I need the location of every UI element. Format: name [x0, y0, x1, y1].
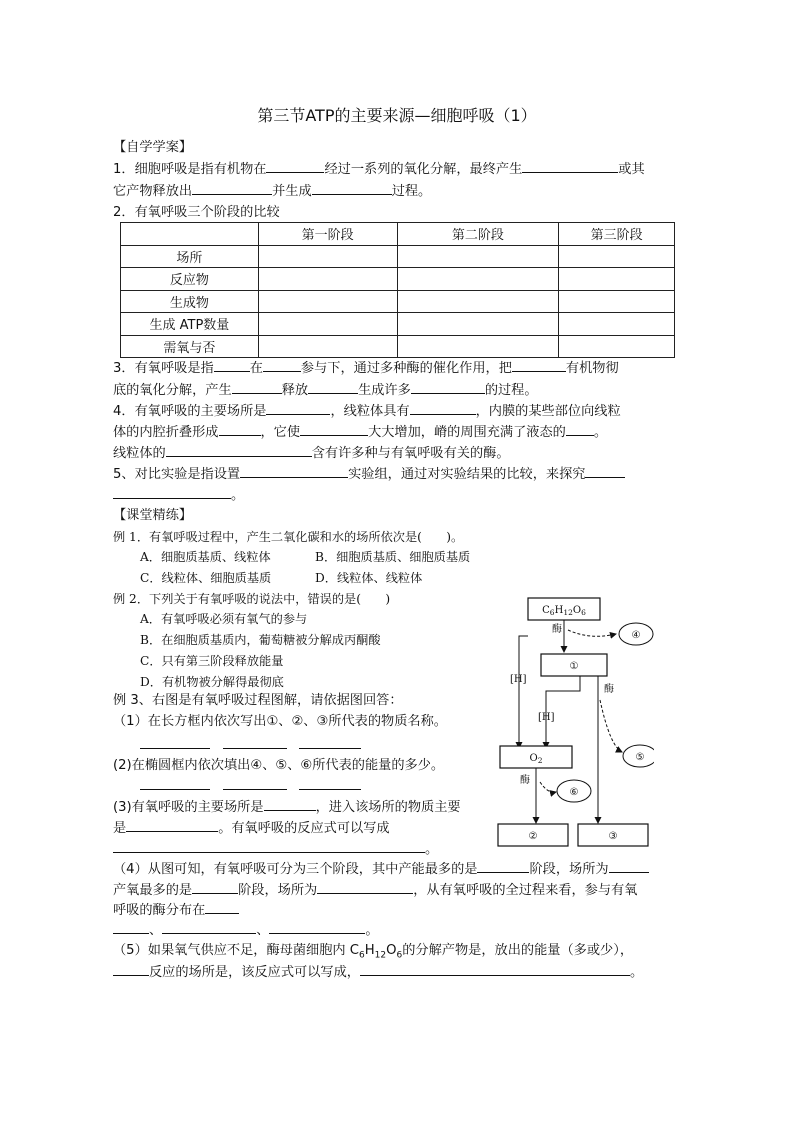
example-3-part-4-line-3: 呼吸的酶分布在	[113, 900, 239, 921]
example-1-stem: 例 1．有氧呼吸过程中，产生二氧化碳和水的场所依次是( )。	[113, 530, 464, 544]
row-label: 场所	[121, 245, 259, 268]
row-label: 生成 ATP数量	[121, 313, 259, 336]
substance-label-1: ①	[569, 661, 579, 672]
blank[interactable]	[113, 839, 425, 853]
example-3-part-4-line-4: 、 、 。	[113, 920, 379, 941]
answer-cell[interactable]	[397, 245, 559, 268]
example-3-part-3-line-3: 。	[113, 839, 438, 860]
example-3-part-1: （1）在长方框内依次写出①、②、③所代表的物质名称。	[113, 714, 447, 729]
blank[interactable]	[192, 181, 272, 195]
table-row	[121, 268, 675, 291]
example-2-option-a[interactable]: A．有氧呼吸必须有氧气的参与	[140, 612, 308, 626]
question-4-line-2: 体的内腔折叠形成 ，它使 大大增加，嵴的周围充满了液态的 。	[113, 422, 607, 443]
answer-cell[interactable]	[258, 335, 397, 358]
example-3-part-3-line-2: 是 。有氧呼吸的反应式可以写成	[113, 818, 390, 839]
arrow	[519, 636, 528, 748]
blank[interactable]	[223, 776, 287, 790]
energy-label-5: ⑤	[635, 752, 645, 763]
enzyme-label: 酶	[552, 624, 562, 635]
blank[interactable]	[266, 401, 330, 415]
blank[interactable]	[299, 735, 361, 749]
oxygen-label: $O_2$	[529, 753, 543, 765]
table-header: 第二阶段	[397, 223, 559, 246]
example-3-part-5-line-2: 反应的场所是，该反应式可以写成， 。	[113, 962, 643, 983]
blank[interactable]	[512, 358, 566, 372]
answer-cell[interactable]	[559, 245, 675, 268]
energy-label-6: ⑥	[569, 787, 579, 798]
table-row	[121, 335, 675, 358]
example-3-stem: 例 3、右图是有氧呼吸过程图解，请依据图回答：	[113, 693, 403, 708]
section-class-practice: 【课堂精练】	[113, 508, 193, 523]
blank[interactable]	[166, 443, 312, 457]
blank[interactable]	[269, 920, 365, 934]
answer-cell[interactable]	[397, 335, 559, 358]
aerobic-respiration-diagram	[494, 596, 654, 852]
blank[interactable]	[113, 962, 149, 976]
blank[interactable]	[410, 401, 476, 415]
blank[interactable]	[113, 920, 149, 934]
blank[interactable]	[205, 900, 239, 914]
example-1-option-b[interactable]: B．细胞质基质、细胞质基质	[315, 550, 471, 564]
table-header: 第一阶段	[258, 223, 397, 246]
blank[interactable]	[263, 358, 301, 372]
blank[interactable]	[566, 422, 594, 436]
comparison-table	[120, 222, 675, 358]
blank[interactable]	[232, 380, 282, 394]
blank[interactable]	[300, 422, 368, 436]
dashed-arrow	[568, 630, 616, 636]
glucose-formula: $C_6H_{12}O_6$	[349, 943, 403, 961]
answer-cell[interactable]	[559, 335, 675, 358]
answer-cell[interactable]	[559, 290, 675, 313]
example-3-part-5-line-1: （5）如果氧气供应不足，酶母菌细胞内 $C_6H_{12}O_6$的分解产物是，放出的能量（多或少），	[113, 943, 634, 961]
enzyme-label: 酶	[604, 684, 614, 695]
blank[interactable]	[585, 464, 625, 478]
table-row	[121, 290, 675, 313]
example-3-part-2: (2)在椭圆框内依次填出④、⑤、⑥所代表的能量的多少。	[113, 758, 445, 773]
question-4-line-1: 4．有氧呼吸的主要场所是 ，线粒体具有 ，内膜的某些部位向线粒	[113, 401, 621, 422]
blank[interactable]	[522, 159, 618, 173]
example-3-part-1-blanks	[140, 735, 361, 756]
blank[interactable]	[360, 962, 630, 976]
answer-cell[interactable]	[559, 268, 675, 291]
answer-cell[interactable]	[258, 290, 397, 313]
row-label: 需氧与否	[121, 335, 259, 358]
blank[interactable]	[140, 776, 210, 790]
blank[interactable]	[411, 380, 485, 394]
blank[interactable]	[266, 159, 324, 173]
glucose-label: $C_6H_{12}O_6$	[542, 605, 586, 617]
energy-label-4: ④	[631, 630, 641, 641]
substance-label-3: ③	[608, 831, 618, 842]
example-2-option-b[interactable]: B．在细胞质基质内，葡萄糖被分解成丙酮酸	[140, 633, 381, 647]
question-1-line-1: 1．细胞呼吸是指有机物在 经过一系列的氧化分解，最终产生 或其	[113, 159, 645, 180]
dashed-arrow	[540, 782, 556, 792]
example-3-part-4-line-1: （4）从图可知，有氧呼吸可分为三个阶段，其中产能最多的是 阶段，场所为	[113, 859, 649, 880]
blank[interactable]	[477, 859, 529, 873]
question-3-line-1: 3．有氧呼吸是指 在 参与下，通过多种酶的催化作用，把 有机物彻	[113, 358, 619, 379]
enzyme-label: 酶	[520, 775, 530, 786]
answer-cell[interactable]	[258, 245, 397, 268]
blank[interactable]	[223, 735, 287, 749]
question-5-line-1: 5、对比实验是指设置 实验组，通过对实验结果的比较，来探究	[113, 464, 625, 485]
blank[interactable]	[317, 880, 413, 894]
answer-cell[interactable]	[258, 313, 397, 336]
hydrogen-label: [H]	[538, 712, 555, 723]
blank[interactable]	[192, 880, 238, 894]
table-corner	[121, 223, 259, 246]
example-2-option-d[interactable]: D．有机物被分解得最彻底	[140, 675, 284, 689]
answer-cell[interactable]	[397, 290, 559, 313]
row-label: 生成物	[121, 290, 259, 313]
example-2-stem: 例 2．下列关于有氧呼吸的说法中，错误的是( )	[113, 592, 391, 606]
blank[interactable]	[113, 485, 231, 499]
blank[interactable]	[126, 818, 218, 832]
answer-cell[interactable]	[258, 268, 397, 291]
substance-label-2: ②	[528, 831, 538, 842]
blank[interactable]	[264, 797, 316, 811]
question-1-line-2: 它产物释放出 并生成 过程。	[113, 181, 431, 202]
question-4-line-3: 线粒体的 含有许多种与有氧呼吸有关的酶。	[113, 443, 510, 464]
blank[interactable]	[609, 859, 649, 873]
blank[interactable]	[240, 464, 348, 478]
question-3-line-2: 底的氧化分解，产生 释放 生成许多 的过程。	[113, 380, 538, 401]
example-1-option-a[interactable]: A．细胞质基质、线粒体	[140, 550, 271, 564]
blank[interactable]	[299, 776, 361, 790]
blank[interactable]	[162, 920, 256, 934]
row-label: 反应物	[121, 268, 259, 291]
page-title: 第三节ATP的主要来源—细胞呼吸（1）	[257, 106, 537, 125]
blank[interactable]	[219, 422, 261, 436]
section-self-study: 【自学学案】	[113, 140, 193, 155]
table-row	[121, 245, 675, 268]
table-header: 第三阶段	[559, 223, 675, 246]
answer-cell[interactable]	[397, 313, 559, 336]
table-row	[121, 313, 675, 336]
blank[interactable]	[214, 358, 250, 372]
hydrogen-label: [H]	[510, 674, 527, 685]
answer-cell[interactable]	[559, 313, 675, 336]
blank[interactable]	[312, 181, 392, 195]
blank[interactable]	[308, 380, 358, 394]
example-2-option-c[interactable]: C．只有第三阶段释放能量	[140, 654, 284, 668]
blank[interactable]	[140, 735, 210, 749]
example-3-part-2-blanks	[140, 776, 361, 797]
question-5-line-2: 。	[113, 485, 244, 506]
example-3-part-3-line-1: (3)有氧呼吸的主要场所是 ，进入该场所的物质主要	[113, 797, 461, 818]
example-3-part-4-line-2: 产氧最多的是 阶段，场所为 ，从有氧呼吸的全过程来看，参与有氧	[113, 880, 637, 901]
answer-cell[interactable]	[397, 268, 559, 291]
example-1-option-c[interactable]: C．线粒体、细胞质基质	[140, 571, 272, 585]
table-header-row	[121, 223, 675, 246]
dashed-arrow	[600, 700, 622, 752]
question-2-title: 2．有氧呼吸三个阶段的比较	[113, 205, 280, 220]
example-1-option-d[interactable]: D．线粒体、线粒体	[315, 571, 423, 585]
